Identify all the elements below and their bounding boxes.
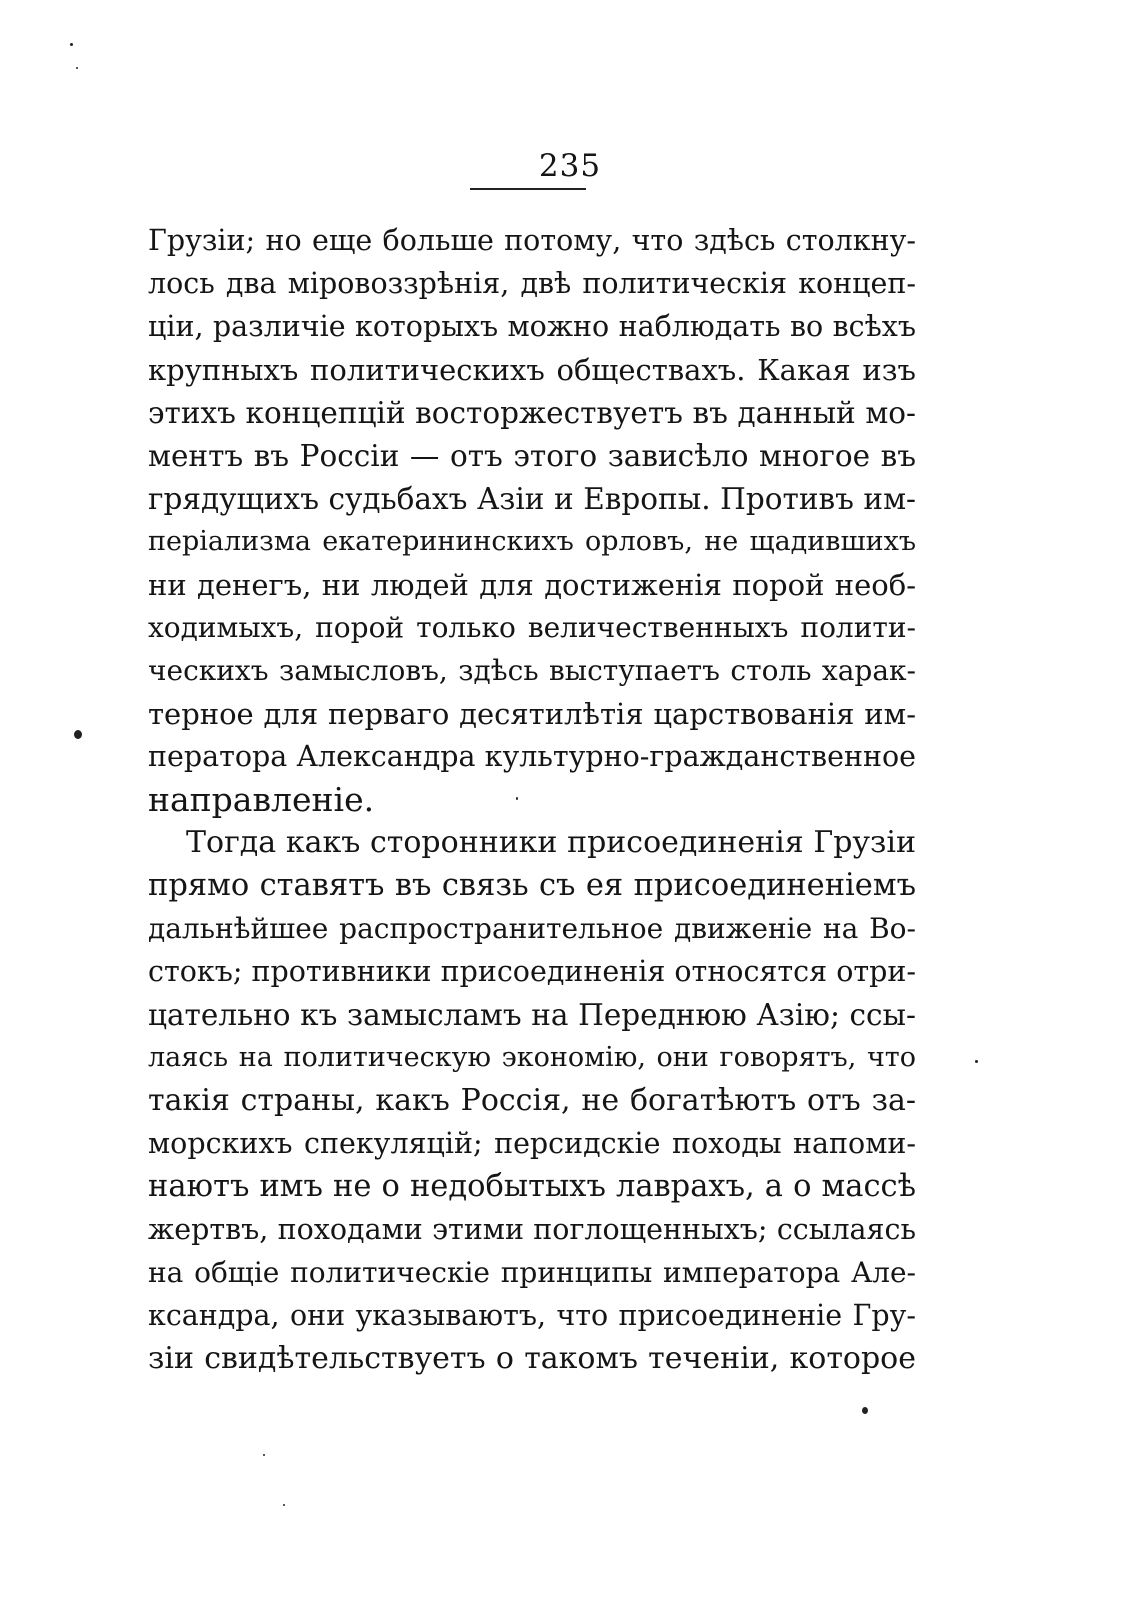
ink-speck xyxy=(516,797,518,800)
text-line: ментъ въ Россіи — отъ этого зависѣло многое въ xyxy=(148,439,916,473)
ink-speck xyxy=(263,1454,265,1456)
text-line: такія страны, какъ Россія, не богатѣютъ отъ за- xyxy=(148,1083,916,1118)
text-line: этихъ концепцій восторжествуетъ въ данный мо- xyxy=(148,396,916,430)
text-line: ператора Александра культурно-гражданственное xyxy=(148,740,916,773)
text-line: ходимыхъ, порой только величественныхъ полити- xyxy=(148,611,916,644)
text-line: лаясь на политическую экономію, они говорятъ, что xyxy=(148,1042,916,1073)
text-line: наютъ имъ не о недобытыхъ лаврахъ, а о массѣ xyxy=(148,1169,916,1204)
ink-speck xyxy=(76,67,78,69)
text-line: ксандра, они указываютъ, что присоединеніе Гру- xyxy=(148,1299,916,1332)
ink-speck xyxy=(70,43,73,46)
text-line: Тогда какъ сторонники присоединенія Грузіи xyxy=(186,825,916,860)
text-line: ціи, различіе которыхъ можно наблюдать во всѣхъ xyxy=(148,310,916,343)
page-number-rule xyxy=(470,188,586,190)
ink-speck xyxy=(862,1407,868,1414)
text-line: на общіе политическіе принципы императора Але- xyxy=(148,1256,916,1289)
text-line: зіи свидѣтельствуетъ о такомъ теченіи, которое xyxy=(148,1341,916,1376)
text-line: жертвъ, походами этими поглощенныхъ; ссылаясь xyxy=(148,1213,916,1246)
ink-speck xyxy=(975,1060,978,1063)
text-line: лось два міровоззрѣнія, двѣ политическія концеп- xyxy=(148,267,916,300)
text-line: дальнѣйшее распространительное движеніе на Во- xyxy=(148,912,916,945)
ink-speck xyxy=(74,730,82,739)
page-number: 235 xyxy=(538,148,602,184)
text-line: стокъ; противники присоединенія относятся отри- xyxy=(148,955,916,988)
ink-speck xyxy=(283,1504,285,1506)
text-line: періализма екатерининскихъ орловъ, не щадившихъ xyxy=(148,526,916,557)
text-line: грядущихъ судьбахъ Азіи и Европы. Противъ им- xyxy=(148,482,916,516)
text-line: ческихъ замысловъ, здѣсь выступаетъ столь харак- xyxy=(148,654,916,687)
text-line: прямо ставятъ въ связь съ ея присоединеніемъ xyxy=(148,868,916,903)
text-line: крупныхъ политическихъ обществахъ. Какая изъ xyxy=(148,353,916,387)
text-line: ни денегъ, ни людей для достиженія порой необ- xyxy=(148,568,916,602)
text-line: морскихъ спекуляцій; персидскіе походы напоми- xyxy=(148,1127,916,1160)
text-line: терное для перваго десятилѣтія царствованія им- xyxy=(148,697,916,731)
text-line: Грузіи; но еще больше потому, что здѣсь столкну- xyxy=(148,224,916,257)
text-line: направленіе. xyxy=(148,780,375,819)
text-line: цательно къ замысламъ на Переднюю Азію; ссы- xyxy=(148,998,916,1032)
